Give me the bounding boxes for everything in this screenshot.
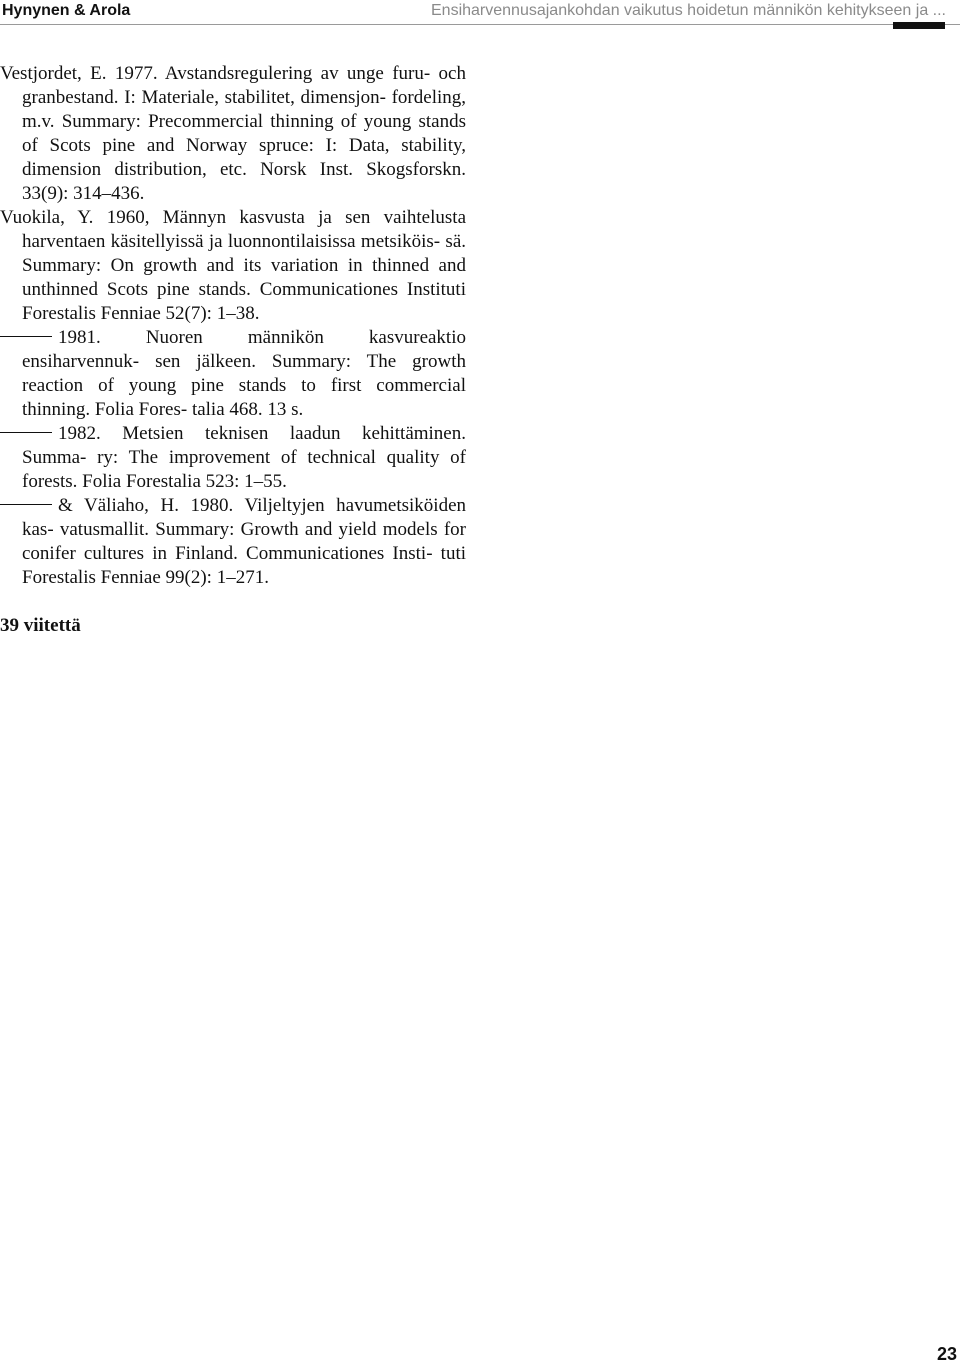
reference-entry: [0, 62, 466, 206]
reference-text: Vuokila, Y. 1960, Männyn kasvusta ja sen vaihtelusta harventaen käsitellyissä ja luonnontilaisissa metsiköis- sä. Summary: On growth and its variation in thinned and unthinned Scots pine stands. Communicationes Instituti Forestalis Fenniae 52(7): 1–38.: [0, 207, 466, 324]
reference-entry: [0, 494, 466, 590]
reference-entry: [0, 206, 466, 326]
reference-text: & Väliaho, H. 1980. Viljeltyjen havumetsiköiden kas- vatusmallit. Summary: Growth and yield models for conifer cultures in Finland. Communicationes Insti- tuti Forestalis Fenniae 99(2): 1–271.: [22, 495, 466, 588]
reference-entry: [0, 422, 466, 494]
header-authors: Hynynen & Arola: [2, 2, 131, 19]
ditto-dash: [0, 336, 52, 337]
reference-count: 39 viitettä: [0, 615, 81, 636]
running-header: [0, 0, 960, 26]
header-rule: [0, 24, 960, 25]
ditto-dash: [0, 504, 52, 505]
header-article-title: Ensiharvennusajankohdan vaikutus hoidetun männikön kehitykseen ja ...: [431, 2, 946, 19]
header-rule-block: [893, 22, 945, 29]
ditto-dash: [0, 432, 52, 433]
page-number: 23: [936, 1344, 957, 1364]
reference-text: 1982. Metsien teknisen laadun kehittäminen. Summa- ry: The improvement of technical quality of forests. Folia Forestalia 523: 1–55.: [22, 423, 466, 492]
reference-list: [0, 62, 466, 590]
reference-text: Vestjordet, E. 1977. Avstandsregulering av unge furu- och granbestand. I: Materiale, stabilitet, dimensjon- fordeling, m.v. Summary: Precommercial thinning of young stands of Scots pine and Norway spruce: I: Data, stability, dimension distribution, etc. Norsk Inst. Skogsforskn. 33(9): 314–436.: [0, 63, 466, 204]
reference-entry: [0, 326, 466, 422]
reference-text: 1981. Nuoren männikön kasvureaktio ensiharvennuk- sen jälkeen. Summary: The growth reaction of young pine stands to first commercial thinning. Folia Fores- talia 468. 13 s.: [22, 327, 466, 420]
